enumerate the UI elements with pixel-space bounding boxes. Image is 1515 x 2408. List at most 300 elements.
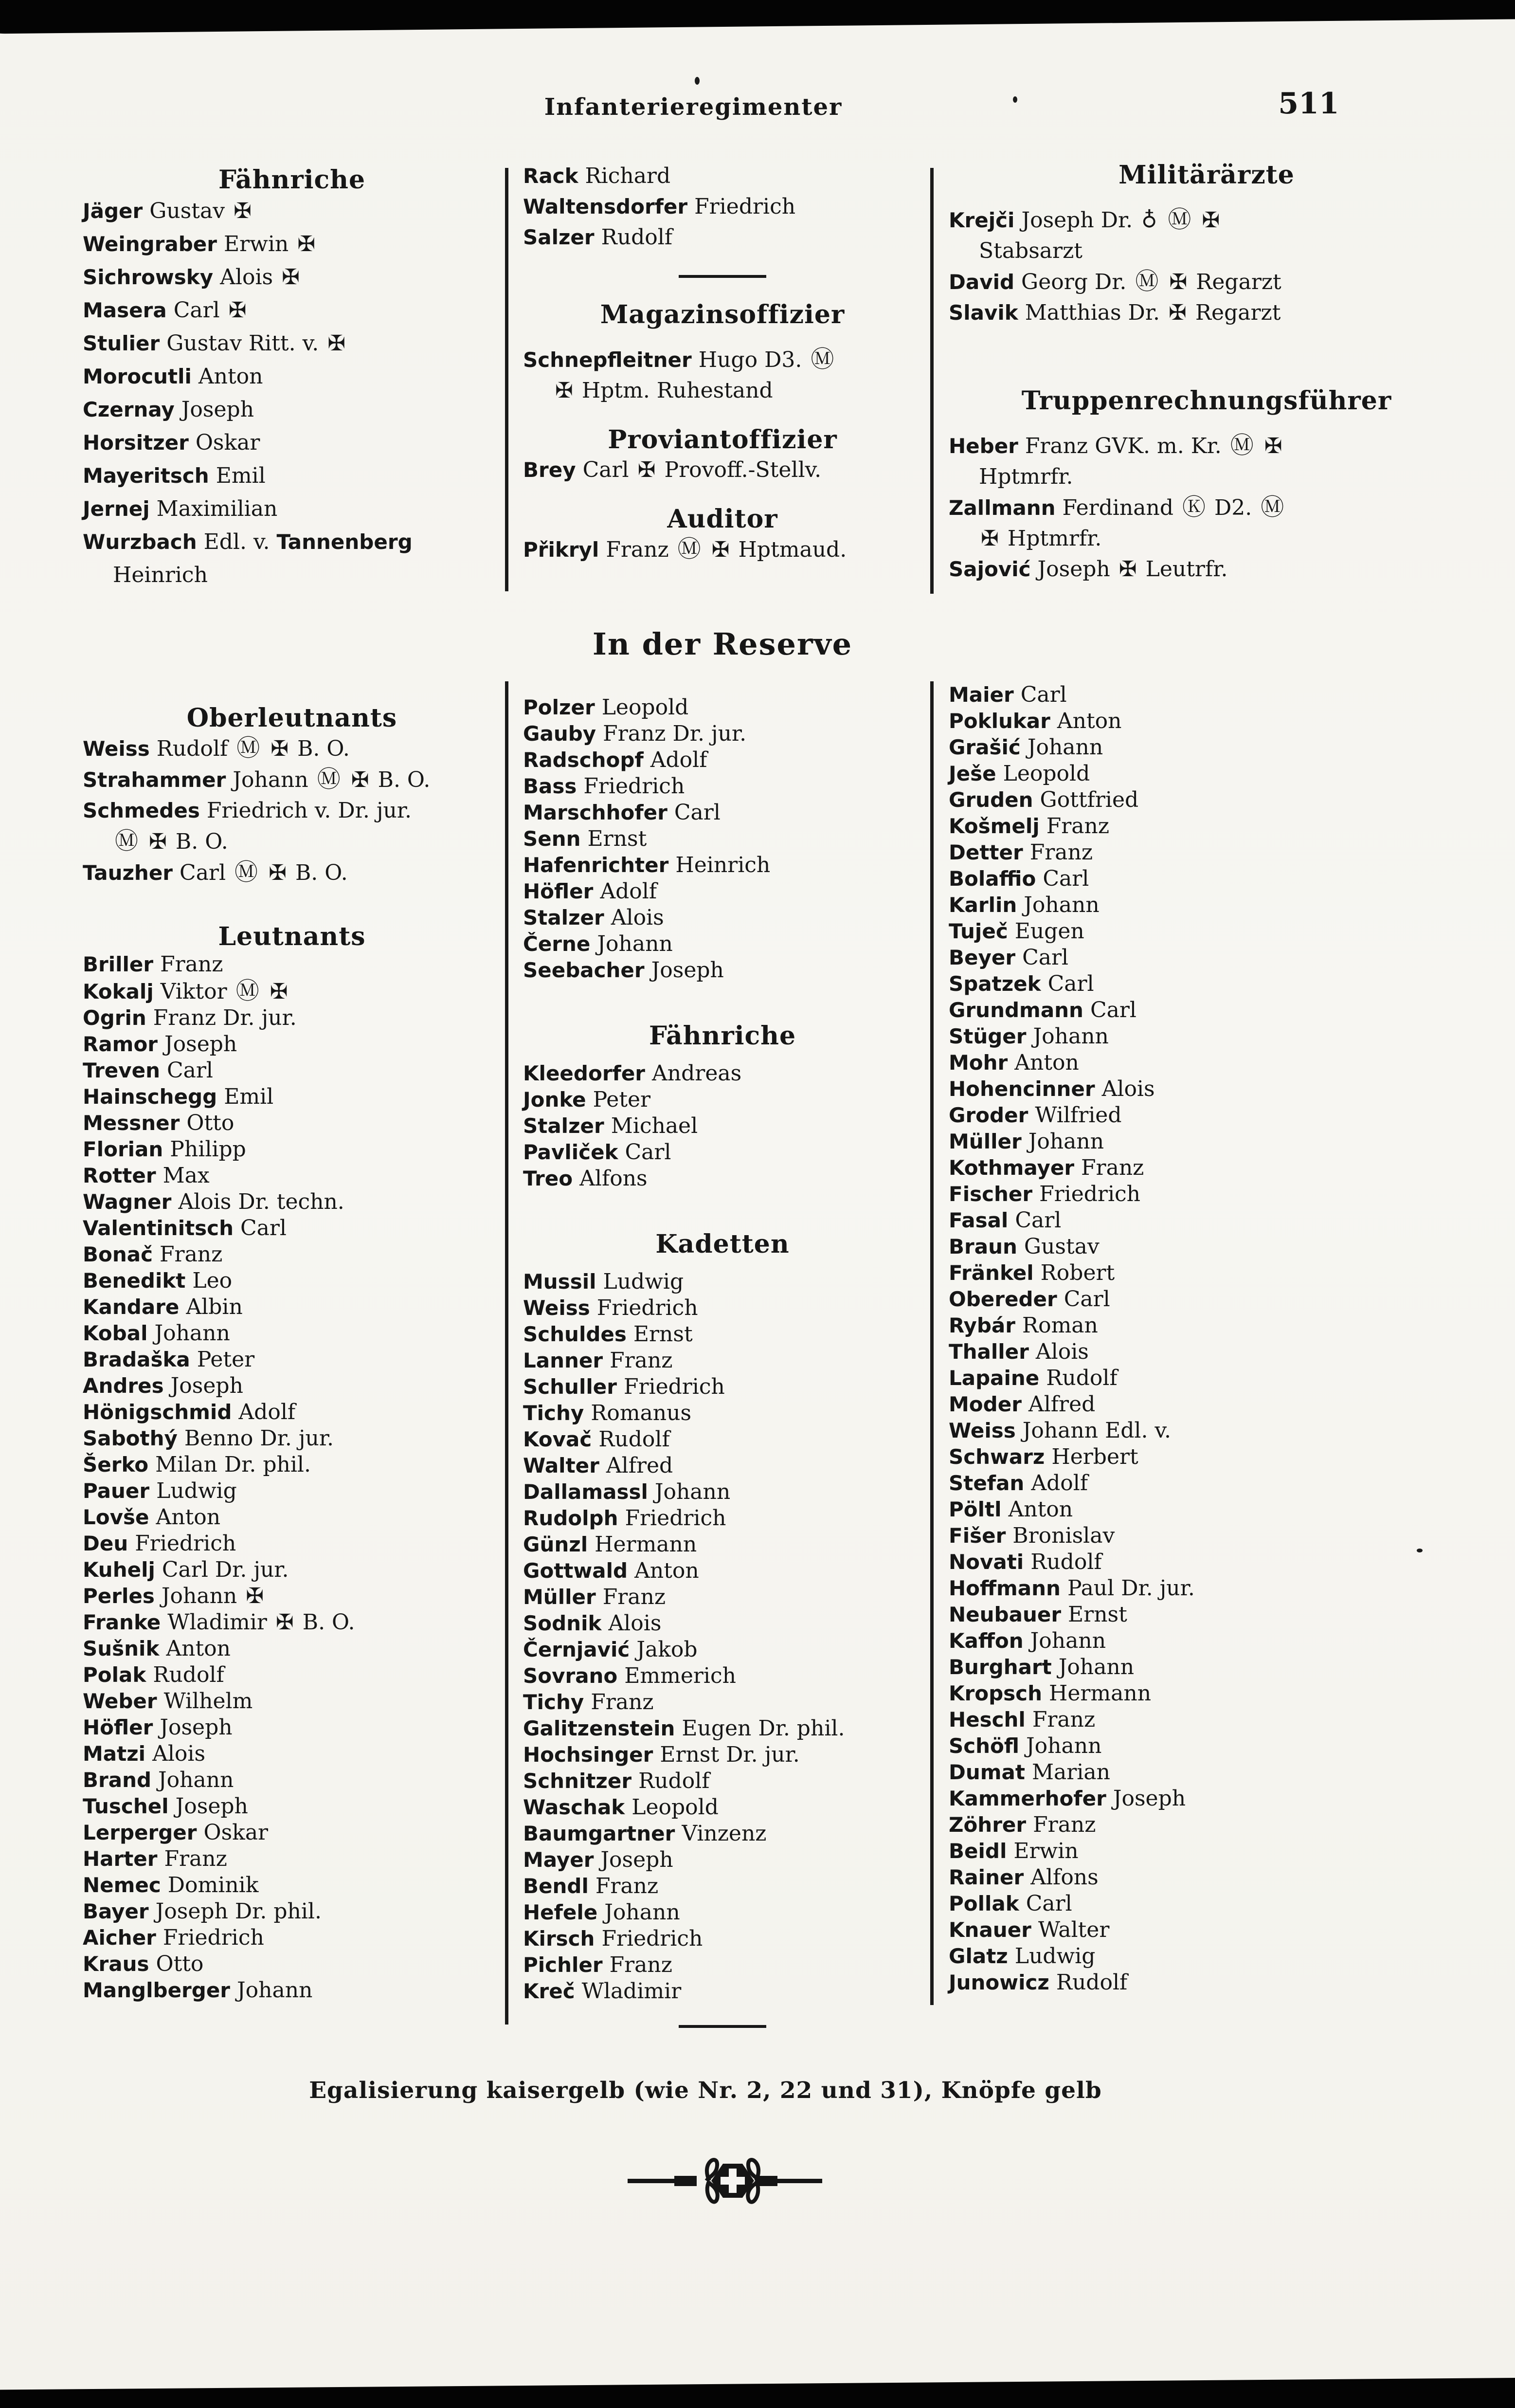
list-entry — [83, 1005, 501, 1031]
list-entry — [83, 195, 501, 228]
entry-text: Bronislav — [1012, 1523, 1115, 1548]
surname: Senn — [523, 827, 581, 851]
list-entry — [83, 459, 501, 493]
list-entry — [949, 1917, 1464, 1943]
surname: Dallamassl — [523, 1480, 648, 1504]
divider-line — [679, 2025, 766, 2028]
list-entry — [949, 1680, 1464, 1707]
entry-text: Johann — [1033, 1024, 1109, 1049]
entry-text: Ludwig — [1014, 1944, 1096, 1969]
entry-text: Carl — [173, 298, 220, 323]
entry-text: Carl — [1022, 945, 1069, 970]
entry-text: Carl — [180, 860, 226, 885]
medal-m-icon: Ⓜ — [1135, 268, 1159, 295]
surname: Gauby — [523, 722, 596, 746]
list-entry — [83, 1767, 501, 1793]
list-entry — [523, 1532, 922, 1558]
entry-text: B. O. — [297, 736, 350, 761]
list-entry — [949, 971, 1464, 997]
entry-text: Eugen Dr. phil. — [682, 1716, 845, 1741]
list-entry — [83, 294, 501, 327]
surname: Kuhelj — [83, 1558, 155, 1582]
list-entry — [83, 1531, 501, 1557]
list-entry — [83, 1373, 501, 1399]
maltese-cross-icon: ✠ — [297, 232, 316, 256]
surname: Spatzek — [949, 972, 1041, 996]
entry-text: Max — [162, 1163, 210, 1188]
list-entry — [83, 1715, 501, 1741]
surname: David — [949, 270, 1015, 294]
entry-text: Adolf — [600, 879, 657, 904]
entry-text: Leopold — [631, 1795, 719, 1820]
maltese-cross-icon: ✠ — [275, 1610, 294, 1635]
surname: Sabothý — [83, 1426, 178, 1450]
surname: Fränkel — [949, 1261, 1034, 1285]
surname: Zöhrer — [949, 1813, 1027, 1837]
entry-text: Erwin — [1013, 1839, 1079, 1863]
entry-text: Johann — [1026, 1733, 1102, 1758]
maltese-cross-icon: ✠ — [149, 829, 167, 854]
maltese-cross-icon: ✠ — [555, 378, 573, 403]
surname: Košmelj — [949, 814, 1040, 838]
surname: Tichy — [523, 1401, 584, 1425]
entry-text: Friedrich — [135, 1531, 236, 1556]
surname: Weingraber — [83, 232, 217, 256]
list-entry — [523, 534, 922, 565]
section-heading: Militärärzte — [1118, 160, 1295, 190]
entry-text: Georg Dr. — [1021, 270, 1127, 294]
entry-text: Regarzt — [1195, 300, 1281, 325]
medal-m-icon: Ⓜ — [235, 977, 259, 1004]
surname: Stüger — [949, 1024, 1027, 1048]
entry-text: Hptmrfr. — [979, 464, 1073, 489]
entry-text: Erwin — [224, 232, 289, 256]
surname: Galitzenstein — [523, 1716, 675, 1740]
entry-text: Alois — [220, 265, 273, 290]
list-entry — [949, 1812, 1464, 1838]
entry-text: Johann — [1028, 1129, 1104, 1154]
list-entry — [83, 1031, 501, 1058]
list-entry — [523, 957, 922, 984]
list-entry — [949, 761, 1464, 787]
surname: Černe — [523, 932, 591, 956]
maltese-cross-icon: ✠ — [234, 199, 252, 223]
surname: Gruden — [949, 788, 1033, 812]
surname: Brey — [523, 458, 576, 482]
surname: Pavliček — [523, 1140, 618, 1164]
entry-text: Wilfried — [1035, 1103, 1122, 1128]
scan-edge-top — [0, 0, 1515, 34]
list-entry — [523, 721, 922, 747]
entry-text: Carl — [1043, 866, 1089, 891]
entry-text: Jakob — [636, 1637, 698, 1662]
entry-text: Anton — [1014, 1050, 1079, 1075]
surname: Benedikt — [83, 1269, 186, 1293]
entry-text: Wladimir — [581, 1979, 682, 2004]
entry-text: B. O. — [175, 829, 228, 854]
surname: Rainer — [949, 1865, 1024, 1889]
surname: Kleedorfer — [523, 1061, 646, 1085]
surname: Hefele — [523, 1900, 598, 1924]
list-entry — [949, 708, 1464, 734]
name-list — [523, 1060, 922, 1192]
surname: Nemec — [83, 1873, 161, 1897]
entry-text: Friedrich — [601, 1926, 703, 1951]
list-entry — [949, 1575, 1464, 1602]
list-entry — [949, 1864, 1464, 1891]
maltese-cross-icon: ✠ — [981, 526, 999, 551]
entry-text: Friedrich — [1039, 1182, 1141, 1206]
list-entry — [949, 1838, 1464, 1864]
surname: Knauer — [949, 1918, 1031, 1942]
surname: Rudolph — [523, 1506, 618, 1530]
entry-text: Carl — [582, 457, 629, 482]
list-entry — [83, 733, 501, 764]
entry-text: Joseph Dr. phil. — [155, 1899, 322, 1924]
entry-text: Alois — [1101, 1076, 1155, 1101]
entry-text: Ernst — [633, 1322, 693, 1347]
entry-text: Ernst Dr. jur. — [660, 1742, 800, 1767]
list-entry — [523, 455, 922, 485]
list-entry — [523, 1558, 922, 1584]
entry-text: Franz — [610, 1348, 673, 1373]
surname: Černjavić — [523, 1638, 630, 1661]
medal-k-icon: Ⓚ — [1182, 493, 1206, 521]
list-entry — [83, 493, 501, 526]
surname: Stalzer — [523, 906, 604, 930]
surname: Perles — [83, 1584, 155, 1608]
surname: Sodnik — [523, 1611, 602, 1635]
list-entry — [949, 1602, 1464, 1628]
list-entry — [83, 1110, 501, 1136]
list-entry — [523, 694, 922, 721]
entry-text: Franz — [164, 1846, 227, 1871]
list-entry — [83, 261, 501, 294]
surname: Hönigschmid — [83, 1400, 232, 1424]
entry-text: Benno Dr. jur. — [184, 1426, 334, 1451]
list-entry — [523, 1952, 922, 1978]
entry-text: Oskar — [195, 430, 260, 455]
entry-text: Franz — [1033, 1812, 1096, 1837]
list-entry — [83, 1136, 501, 1163]
surname: Jäger — [83, 199, 143, 223]
list-entry — [83, 1741, 501, 1767]
entry-text: Alois Dr. techn. — [178, 1189, 344, 1214]
entry-text: Franz — [1029, 840, 1093, 865]
entry-text: Roman — [1022, 1313, 1098, 1338]
list-entry — [949, 1102, 1464, 1129]
entry-text: Hugo — [698, 347, 758, 372]
surname: Lovše — [83, 1505, 149, 1529]
surname: Stulier — [83, 331, 160, 355]
list-entry — [949, 1628, 1464, 1654]
list-entry — [949, 813, 1464, 839]
surname: Pauer — [83, 1479, 150, 1503]
surname: Kandare — [83, 1295, 180, 1319]
entry-text: Hermann — [1048, 1681, 1152, 1706]
list-entry — [83, 426, 501, 459]
entry-text: Franz — [1081, 1155, 1144, 1180]
name-list — [523, 694, 922, 984]
list-entry — [523, 1139, 922, 1166]
entry-text: Joseph — [1037, 557, 1110, 582]
surname: Waschak — [523, 1795, 625, 1819]
maltese-cross-icon: ✠ — [269, 860, 287, 885]
list-entry — [949, 1943, 1464, 1970]
entry-text: Rudolf — [601, 225, 673, 250]
list-entry — [83, 1425, 501, 1452]
entry-text: Johann Edl. v. — [1022, 1418, 1172, 1443]
entry-text: Franz — [1032, 1707, 1096, 1732]
list-entry — [949, 1260, 1464, 1286]
entry-text: Wladimir — [167, 1610, 267, 1635]
surname: Valentinitsch — [83, 1216, 234, 1240]
surname: Masera — [83, 298, 167, 322]
list-entry — [949, 1076, 1464, 1102]
surname: Messner — [83, 1111, 180, 1135]
medal-m-icon: Ⓜ — [234, 858, 258, 886]
list-entry — [949, 866, 1464, 892]
entry-text: Johann — [604, 1900, 680, 1925]
section-heading: Leutnants — [218, 922, 366, 951]
entry-text: Dominik — [167, 1873, 259, 1897]
list-entry — [523, 1374, 922, 1400]
surname: Bolaffio — [949, 867, 1036, 891]
list-entry — [949, 1023, 1464, 1050]
surname: Jernej — [83, 497, 150, 521]
entry-text: Adolf — [238, 1400, 296, 1424]
surname: Kraus — [83, 1952, 149, 1976]
list-entry — [83, 1846, 501, 1872]
entry-text: Otto — [186, 1111, 234, 1135]
medal-m-icon: Ⓜ — [1261, 493, 1284, 521]
name-list — [949, 204, 1464, 328]
entry-text: Carl — [1047, 971, 1094, 996]
surname: Tichy — [523, 1690, 584, 1714]
list-entry — [523, 1794, 922, 1821]
list-entry — [949, 266, 1464, 297]
list-entry — [949, 945, 1464, 971]
maltese-cross-icon: ✠ — [351, 767, 369, 792]
list-entry — [949, 1786, 1464, 1812]
section-heading: Kadetten — [655, 1229, 790, 1259]
entry-text: Peter — [593, 1087, 651, 1112]
list-entry — [949, 1470, 1464, 1496]
surname: Weiss — [949, 1419, 1016, 1442]
entry-text: D3. — [764, 347, 802, 372]
surname: Wagner — [83, 1190, 172, 1214]
column-middle — [523, 161, 922, 2028]
list-entry — [523, 191, 922, 222]
list-entry — [523, 773, 922, 800]
entry-text: Franz — [160, 952, 223, 977]
list-entry — [949, 918, 1464, 945]
entry-text: Provoff.-Stellv. — [664, 457, 822, 482]
list-entry — [523, 1689, 922, 1715]
list-entry — [83, 1925, 501, 1951]
surname: Ogrin — [83, 1006, 146, 1030]
list-entry — [949, 1654, 1464, 1680]
name-list — [523, 1269, 922, 2005]
entry-text: Franz — [1046, 814, 1110, 839]
entry-text: Heinrich — [113, 563, 208, 587]
name-list — [523, 534, 922, 565]
surname: Hoffmann — [949, 1576, 1061, 1600]
entry-text: Leopold — [1003, 761, 1090, 786]
surname: Schöfl — [949, 1734, 1020, 1758]
surname: Schnepfleitner — [523, 348, 692, 372]
entry-text: Joseph — [1021, 208, 1094, 233]
entry-text: Michael — [611, 1113, 698, 1138]
list-entry — [949, 997, 1464, 1023]
name-list — [83, 733, 501, 888]
list-entry — [83, 1557, 501, 1583]
entry-text: Anton — [156, 1505, 221, 1530]
entry-text: Johann — [158, 1768, 234, 1792]
entry-text: Joseph — [175, 1794, 248, 1819]
entry-text: Carl — [240, 1216, 287, 1240]
divider-ornament-icon — [628, 2140, 822, 2223]
surname: Manglberger — [83, 1978, 231, 2002]
surname: Bendl — [523, 1874, 589, 1898]
surname: Tauzher — [83, 861, 173, 885]
surname: Kammerhofer — [949, 1787, 1106, 1810]
surname: Beidl — [949, 1839, 1007, 1863]
medal-m-icon: Ⓜ — [811, 346, 834, 373]
entry-text: Milan Dr. phil. — [155, 1452, 311, 1477]
surname: Jonke — [523, 1088, 586, 1112]
surname: Tannenberg — [276, 530, 413, 554]
surname: Heschl — [949, 1708, 1026, 1732]
list-entry — [83, 1636, 501, 1662]
list-entry — [949, 1523, 1464, 1549]
list-entry — [523, 1584, 922, 1610]
surname: Novati — [949, 1550, 1024, 1574]
entry-text: Alois — [1035, 1339, 1089, 1364]
surname: Aicher — [83, 1926, 156, 1950]
list-entry — [949, 1549, 1464, 1575]
list-entry — [523, 1978, 922, 2005]
surname: Tuječ — [949, 919, 1008, 943]
medal-m-icon: Ⓜ — [115, 827, 139, 855]
entry-text: Anton — [634, 1558, 699, 1583]
entry-text: Friedrich v. Dr. jur. — [206, 798, 412, 823]
list-entry — [949, 1733, 1464, 1759]
surname: Müller — [949, 1130, 1022, 1153]
entry-text: Carl — [625, 1140, 671, 1165]
entry-text: Ludwig — [603, 1269, 684, 1294]
list-entry — [83, 795, 501, 857]
entry-text: Gustav — [149, 199, 225, 223]
list-entry — [949, 1234, 1464, 1260]
list-entry — [523, 1426, 922, 1453]
surname: Andres — [83, 1374, 164, 1398]
entry-text: Friedrich — [162, 1925, 264, 1950]
list-entry — [949, 1970, 1464, 1996]
surname: Czernay — [83, 398, 175, 421]
list-entry — [83, 1347, 501, 1373]
surname: Polzer — [523, 695, 595, 719]
entry-text: Walter — [1038, 1917, 1110, 1942]
list-entry — [949, 430, 1464, 492]
entry-text: Friedrich — [694, 194, 796, 219]
surname: Junowicz — [949, 1970, 1049, 1994]
list-entry — [523, 1821, 922, 1847]
surname: Sušnik — [83, 1637, 160, 1660]
section-heading: Oberleutnants — [186, 703, 397, 733]
list-entry — [523, 878, 922, 905]
list-entry — [949, 1496, 1464, 1523]
surname: Heber — [949, 434, 1018, 458]
surname: Treven — [83, 1058, 160, 1082]
list-entry — [83, 360, 501, 393]
entry-text: Carl — [1015, 1208, 1062, 1233]
surname: Kobal — [83, 1321, 148, 1345]
list-entry — [949, 682, 1464, 708]
maltese-cross-icon: ✠ — [327, 331, 346, 356]
list-entry — [83, 1399, 501, 1425]
entry-text: Alfons — [1030, 1865, 1099, 1890]
surname: Stalzer — [523, 1114, 604, 1138]
list-entry — [83, 1820, 501, 1846]
surname: Šerko — [83, 1453, 149, 1477]
list-entry — [83, 978, 501, 1005]
entry-text: Carl — [167, 1058, 214, 1083]
surname: Waltensdorfer — [523, 195, 688, 219]
list-entry — [83, 1215, 501, 1241]
surname: Deu — [83, 1532, 128, 1555]
entry-text: Regarzt — [1196, 270, 1281, 294]
surname: Morocutli — [83, 365, 192, 388]
entry-text: Philipp — [170, 1137, 246, 1162]
entry-text: Alfons — [579, 1166, 648, 1191]
list-entry — [949, 1050, 1464, 1076]
entry-text: Maximilian — [156, 496, 278, 521]
list-entry — [949, 492, 1464, 554]
list-entry — [523, 161, 922, 191]
entry-text: Ernst — [587, 826, 647, 851]
list-entry — [523, 1926, 922, 1952]
list-entry — [83, 526, 501, 592]
maltese-cross-icon: ✠ — [1202, 208, 1220, 233]
entry-text: Joseph — [164, 1032, 237, 1057]
entry-text: Johann — [154, 1321, 230, 1346]
name-list — [949, 682, 1464, 1996]
list-entry — [523, 826, 922, 852]
entry-text: Dr. — [1100, 208, 1133, 233]
entry-text: Robert — [1040, 1260, 1115, 1285]
surname: Schmedes — [83, 799, 200, 822]
list-entry — [949, 839, 1464, 866]
list-entry — [523, 222, 922, 253]
surname: Treo — [523, 1167, 573, 1190]
surname: Detter — [949, 840, 1023, 864]
entry-text: Hermann — [595, 1532, 697, 1557]
uniform-description-line: Egalisierung kaisergelb (wie Nr. 2, 22 und 31), Knöpfe gelb — [309, 2077, 1102, 2104]
list-entry — [523, 1847, 922, 1873]
entry-text: Rudolf — [638, 1769, 710, 1793]
surname: Kaffon — [949, 1629, 1024, 1653]
surname: Grašić — [949, 735, 1021, 759]
list-entry — [949, 1181, 1464, 1207]
entry-text: Emil — [224, 1084, 274, 1109]
list-entry — [83, 1583, 501, 1609]
maltese-cross-icon: ✠ — [711, 537, 730, 562]
surname: Thaller — [949, 1340, 1029, 1364]
surname: Krejči — [949, 208, 1015, 232]
surname: Bradaška — [83, 1348, 190, 1371]
entry-text: Johann — [1030, 1628, 1106, 1653]
